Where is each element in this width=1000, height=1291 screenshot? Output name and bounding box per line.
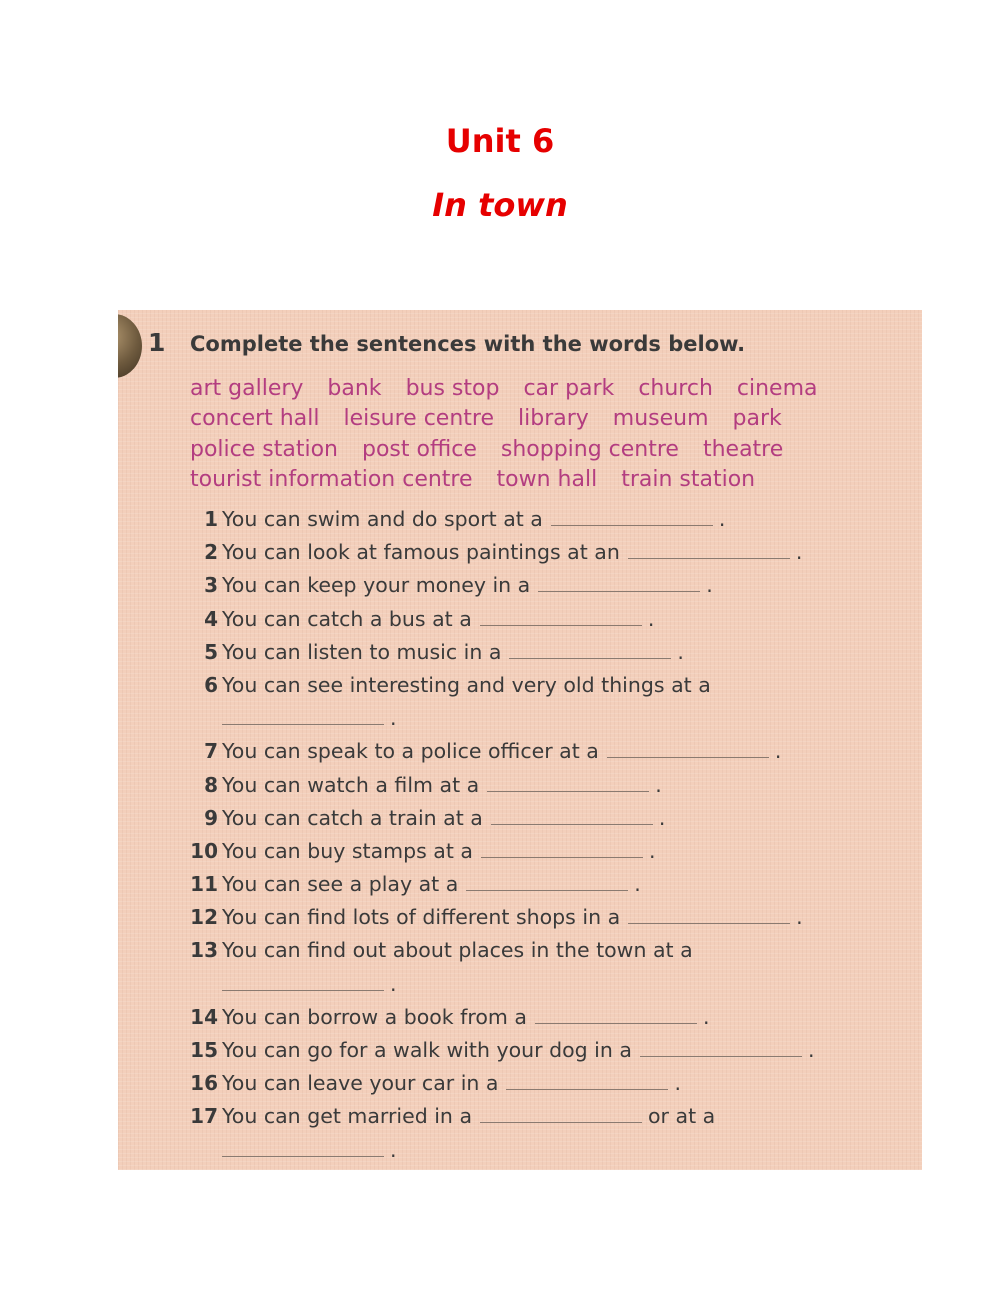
sentence-period: . [718,507,726,531]
sentence-item [118,536,922,569]
word-bank-item: art gallery [190,376,304,401]
word-bank-item: library [518,406,589,432]
sentence-text: You can find out about places in the town at a [222,938,693,963]
sentence-list [118,503,922,1167]
sentence-number: 7 [204,739,218,764]
answer-blank[interactable] [628,905,790,924]
sentence-period: . [677,639,684,664]
exercise-number: 1 [148,328,166,357]
answer-blank[interactable] [640,1038,802,1057]
answer-blank[interactable] [628,540,790,559]
sentence-number: 15 [190,1038,218,1063]
sentence-period: . [647,606,655,631]
sentence-text-line [222,669,902,735]
sentence-item [118,735,922,768]
sentence-period: . [774,739,782,764]
sentence-period: . [390,1137,397,1162]
sentence-item [118,669,922,735]
sentence-text-line [222,1034,902,1067]
sentence-number: 3 [204,573,218,598]
sentence-text-line [222,536,902,569]
sentence-period: . [390,971,397,996]
unit-title: Unit 6 [445,122,555,160]
word-bank-item: park [732,406,782,432]
sentence-text: You can swim and do sport at a [222,507,543,531]
sentence-text: You can see a play at a [222,872,459,897]
sentence-text: You can find lots of different shops in a [222,905,621,930]
sentence-text-line [222,503,902,536]
sentence-number: 9 [204,805,218,830]
sentence-text-line [222,1067,902,1100]
sentence-text: You can get married in a [222,1104,473,1129]
word-bank-item: car park [523,376,615,401]
word-bank-item: church [638,376,713,401]
sentence-text: You can leave your car in a [222,1071,499,1096]
word-bank-item: cinema [736,376,818,401]
sentence-item [118,603,922,636]
sentence-text-line [222,901,902,934]
sentence-item [118,569,922,602]
sentence-text-line [222,769,902,802]
sentence-text: You can catch a bus at a [222,606,472,631]
sentence-period: . [634,872,641,897]
word-bank-item: town hall [496,466,598,492]
sentence-period: . [390,706,397,731]
sentence-item [118,1001,922,1034]
sentence-text-line [222,1001,902,1034]
sentence-period: . [795,540,803,565]
sentence-text-line [222,934,902,1000]
sentence-item [118,835,922,868]
word-bank-row [190,404,910,434]
sentence-period: . [674,1071,682,1096]
word-bank-item: leisure centre [343,406,495,432]
word-bank-item: theatre [702,436,784,462]
sentence-text: You can see interesting and very old things at a [222,672,711,697]
sentence-item [118,636,922,669]
sentence-period: . [649,838,656,863]
sentence-number: 14 [190,1004,218,1029]
word-bank-item: bank [327,376,382,401]
exercise-panel [118,310,922,1170]
sentence-text: You can go for a walk with your dog in a [222,1038,632,1063]
answer-blank[interactable] [481,839,643,858]
answer-blank[interactable] [551,507,713,526]
word-bank-row [190,435,910,465]
sentence-text: You can speak to a police officer at a [222,739,599,764]
sentence-item [118,802,922,835]
word-bank [190,374,910,495]
word-bank-item: concert hall [190,406,320,432]
sentence-text-line [222,603,902,636]
word-bank-item: museum [612,406,709,432]
word-bank-item: tourist information centre [190,466,473,492]
sentence-item [118,934,922,1000]
word-bank-item: police station [190,436,338,462]
answer-blank[interactable] [487,773,649,792]
word-bank-item: post office [361,436,477,462]
answer-blank[interactable] [491,806,653,825]
sentence-item [118,901,922,934]
answer-blank[interactable] [607,739,769,758]
answer-blank[interactable] [506,1071,668,1090]
sentence-number: 10 [190,838,218,863]
sentence-period: . [796,905,803,930]
sentence-text-line [222,735,902,768]
sentence-item [118,868,922,901]
sentence-period: . [706,573,713,598]
word-bank-row [190,374,910,404]
topic-title: In town [432,186,568,224]
sentence-number: 5 [204,639,218,664]
sentence-number: 1 [204,507,218,531]
sentence-item [118,1034,922,1067]
answer-blank[interactable] [480,1104,642,1123]
sentence-item [118,503,922,536]
sentence-period: . [655,772,662,797]
sentence-period: . [807,1038,815,1063]
sentence-text: You can watch a film at a [222,772,480,797]
answer-blank[interactable] [480,607,642,626]
sentence-number: 11 [190,872,218,897]
sentence-number: 2 [204,540,218,565]
answer-blank[interactable] [222,1138,384,1157]
sentence-connector: or at a [648,1104,716,1129]
sentence-text-line [222,1100,902,1166]
sentence-number: 8 [204,772,218,797]
answer-blank[interactable] [509,640,671,659]
sentence-text-line [222,835,902,868]
corner-tab-decoration [118,314,142,378]
sentence-period: . [702,1004,710,1029]
sentence-number: 17 [190,1104,218,1129]
word-bank-item: train station [621,466,756,492]
sentence-text: You can listen to music in a [222,639,502,664]
sentence-number: 4 [204,606,218,631]
sentence-number: 16 [190,1071,218,1096]
answer-blank[interactable] [535,1005,697,1024]
exercise-instruction: Complete the sentences with the words below. [190,332,746,356]
sentence-item [118,1100,922,1166]
sentence-number: 12 [190,905,218,930]
sentence-text-line [222,802,902,835]
word-bank-item: bus stop [405,376,500,401]
sentence-text-line [222,569,902,602]
sentence-item [118,1067,922,1100]
word-bank-item: shopping centre [500,436,679,462]
sentence-text-line [222,636,902,669]
answer-blank[interactable] [222,972,384,991]
sentence-text: You can catch a train at a [222,805,483,830]
sentence-text: You can look at famous paintings at an [222,540,620,565]
answer-blank[interactable] [222,706,384,725]
sentence-item [118,769,922,802]
sentence-period: . [658,805,666,830]
sentence-text: You can borrow a book from a [222,1004,527,1029]
sentence-text-line [222,868,902,901]
sentence-number: 13 [190,938,218,963]
sentence-number: 6 [204,672,218,697]
answer-blank[interactable] [466,872,628,891]
answer-blank[interactable] [538,573,700,592]
sentence-text: You can keep your money in a [222,573,531,598]
sentence-text: You can buy stamps at a [222,838,473,863]
word-bank-row [190,465,910,495]
